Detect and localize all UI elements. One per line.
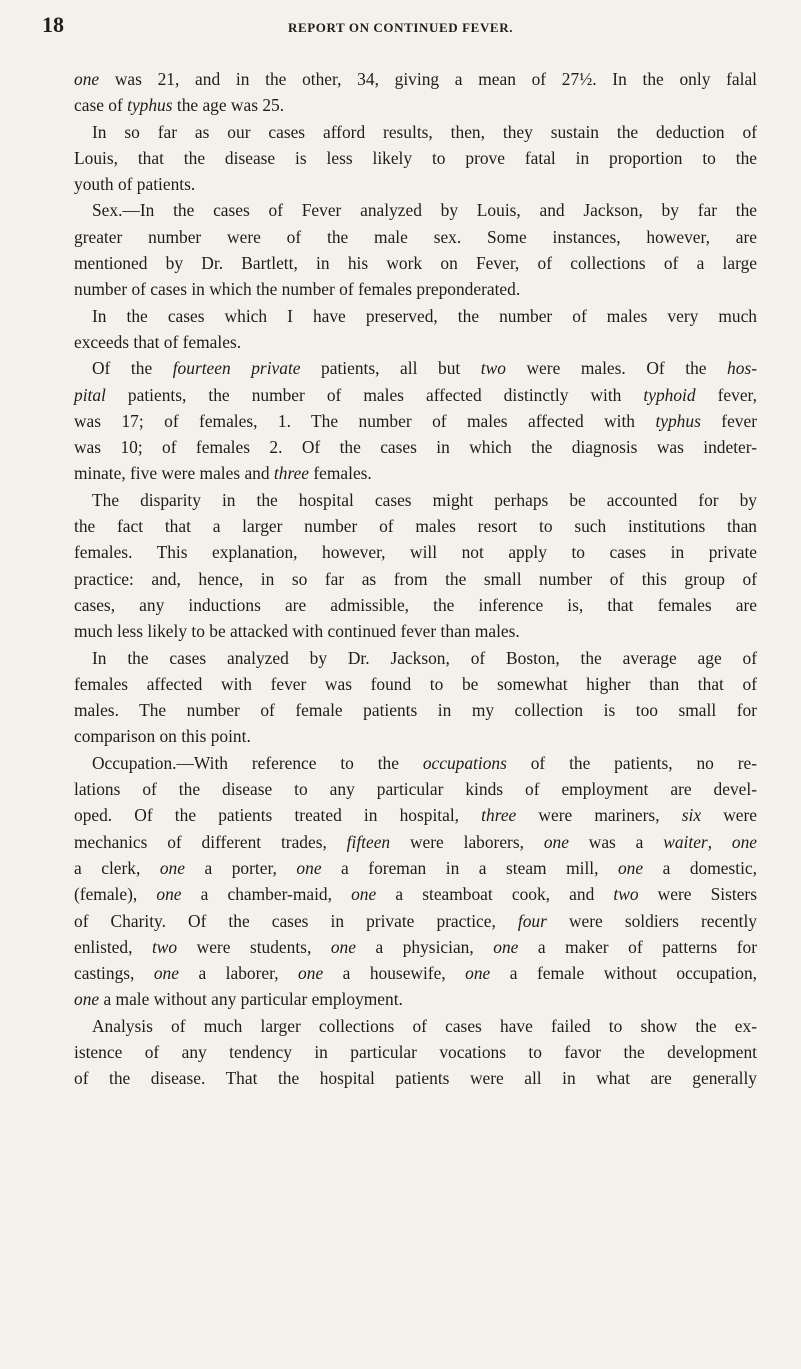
page-number: 18 bbox=[42, 12, 64, 37]
text-line: mechanics of different trades, fifteen were laborers, one was a waiter, one bbox=[74, 831, 757, 852]
text-line: mentioned by Dr. Bartlett, in his work on Fever, of collections of a large bbox=[74, 253, 757, 274]
text-line: males. The number of female patients in my collection is too small for bbox=[74, 700, 757, 721]
text-line: females affected with fever was found to be somewhat higher than that of bbox=[74, 673, 757, 694]
text-line: number of cases in which the number of females preponderated. bbox=[74, 279, 521, 300]
text-line: Louis, that the disease is less likely to prove fatal in proportion to the bbox=[74, 147, 757, 168]
text-line: the fact that a larger number of males resort to such institutions than bbox=[74, 516, 757, 537]
text-line: was 10; of females 2. Of the cases in which the diagnosis was indeter- bbox=[74, 437, 757, 458]
text-line: youth of patients. bbox=[74, 174, 196, 195]
text-line: comparison on this point. bbox=[74, 726, 251, 747]
text-line: cases, any inductions are admissible, the inference is, that females are bbox=[74, 594, 757, 615]
text-line: one a male without any particular employment. bbox=[74, 989, 403, 1010]
text-line: of Charity. Of the cases in private practice, four were soldiers recently bbox=[74, 910, 758, 931]
text-line: exceeds that of females. bbox=[74, 331, 242, 352]
text-line: lations of the disease to any particular kinds of employment are devel- bbox=[74, 779, 757, 800]
text-line: In the cases which I have preserved, the number of males very much bbox=[92, 305, 757, 326]
text-line: enlisted, two were students, one a physician, one a maker of patterns for bbox=[74, 936, 757, 957]
text-line: greater number were of the male sex. Some instances, however, are bbox=[74, 226, 757, 247]
text-line: The disparity in the hospital cases might perhaps be accounted for by bbox=[92, 489, 757, 510]
text-line: Of the fourteen private patients, all but two were males. Of the hos- bbox=[92, 358, 757, 379]
body-text bbox=[74, 66, 757, 1092]
text-line: Sex.—In the cases of Fever analyzed by Louis, and Jackson, by far the bbox=[92, 200, 757, 221]
text-line: was 17; of females, 1. The number of males affected with typhus fever bbox=[74, 410, 757, 431]
text-line: practice: and, hence, in so far as from the small number of this group of bbox=[74, 568, 757, 589]
text-line: Analysis of much larger collections of cases have failed to show the ex- bbox=[92, 1015, 757, 1036]
text-line: Occupation.—With reference to the occupations of the patients, no re- bbox=[92, 752, 757, 773]
text-line: castings, one a laborer, one a housewife, one a female without occupation, bbox=[74, 963, 758, 984]
text-line: one was 21, and in the other, 34, giving a mean of 27½. In the only falal bbox=[74, 69, 757, 89]
text-line: of the disease. That the hospital patients were all in what are generally bbox=[74, 1068, 757, 1089]
text-line: a clerk, one a porter, one a foreman in a steam mill, one a domestic, bbox=[74, 857, 757, 878]
text-line: In so far as our cases afford results, then, they sustain the deduction of bbox=[92, 121, 757, 142]
text-line: much less likely to be attacked with continued fever than males. bbox=[74, 621, 520, 642]
text-line: (female), one a chamber-maid, one a steamboat cook, and two were Sisters bbox=[74, 884, 757, 905]
text-line: pital patients, the number of males affected distinctly with typhoid fever, bbox=[74, 384, 757, 405]
text-line: oped. Of the patients treated in hospital, three were mariners, six were bbox=[74, 805, 757, 826]
text-line: In the cases analyzed by Dr. Jackson, of Boston, the average age of bbox=[92, 647, 757, 668]
text-line: istence of any tendency in particular vocations to favor the development bbox=[74, 1041, 757, 1062]
text-line: minate, five were males and three females. bbox=[74, 463, 372, 484]
text-line: females. This explanation, however, will not apply to cases in private bbox=[74, 542, 757, 563]
text-line: case of typhus the age was 25. bbox=[74, 95, 285, 116]
running-head: REPORT ON CONTINUED FEVER. bbox=[287, 20, 514, 35]
